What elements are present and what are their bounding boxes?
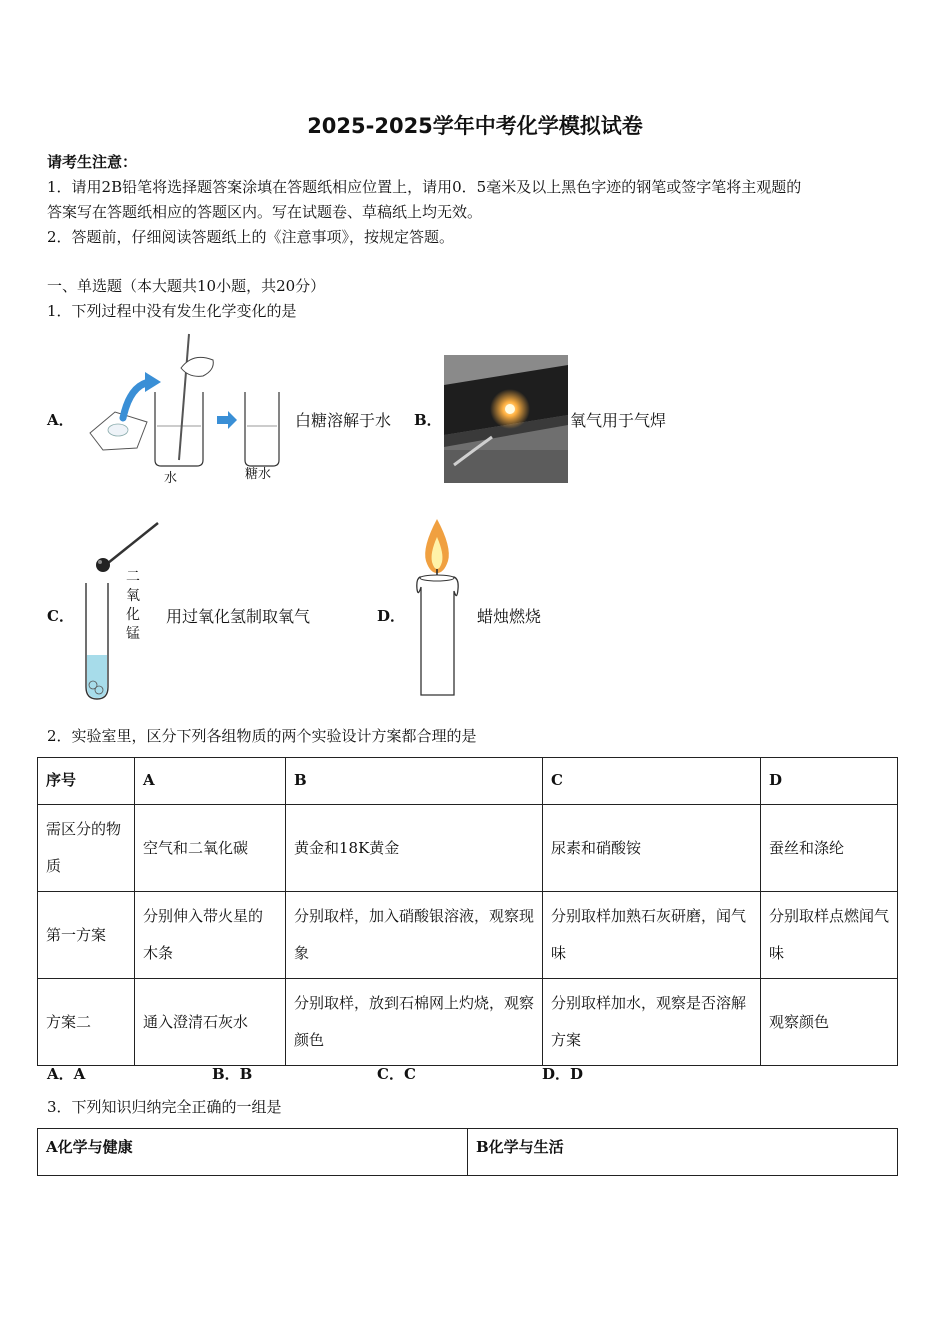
- water-label: 水: [164, 471, 178, 486]
- option-d-letter: D．: [377, 607, 406, 625]
- table-cell: 通入澄清石灰水: [135, 979, 286, 1066]
- table-cell: 分别取样加水，观察是否溶解方案: [543, 979, 761, 1066]
- label-char: 氧: [126, 588, 140, 604]
- table-cell: 需区分的物质: [38, 805, 135, 892]
- question-1-stem: 1．下列过程中没有发生化学变化的是: [47, 302, 297, 320]
- table-cell: 尿素和硝酸铵: [543, 805, 761, 892]
- question-2-stem: 2．实验室里，区分下列各组物质的两个实验设计方案都合理的是: [47, 727, 477, 745]
- option-d-text: 蜡烛燃烧: [477, 607, 542, 626]
- table-header-row: [38, 1129, 898, 1176]
- table-cell: 分别取样点燃闻气味: [761, 892, 898, 979]
- question-3-table: [37, 1128, 898, 1176]
- option-b-text: 氧气用于气焊: [570, 411, 667, 430]
- table-cell: 蚕丝和涤纶: [761, 805, 898, 892]
- table-cell: 分别取样，加入硝酸银溶液，观察现象: [286, 892, 543, 979]
- answer-b: B．B: [212, 1065, 253, 1083]
- label-char: 化: [126, 607, 140, 623]
- gas-welding-photo: [444, 355, 568, 483]
- label-char: 二: [126, 569, 140, 585]
- table-cell: 方案二: [38, 979, 135, 1066]
- answer-a: A．A: [47, 1065, 86, 1083]
- header-cell: 序号: [38, 758, 135, 805]
- table-row: [38, 979, 898, 1066]
- table-cell: 分别取样加熟石灰研磨，闻气味: [543, 892, 761, 979]
- option-c-text: 用过氧化氢制取氧气: [166, 607, 311, 626]
- header-cell: C: [543, 758, 761, 805]
- notice-line-1a: 1．请用2B铅笔将选择题答案涂填在答题纸相应位置上，请用0．5毫米及以上黑色字迹的钢笔或签字笔将主观题的: [47, 178, 802, 196]
- header-cell: A化学与健康: [38, 1129, 468, 1176]
- question-2-table: [37, 757, 898, 1066]
- option-b-letter: B．: [414, 411, 442, 429]
- table-cell: 第一方案: [38, 892, 135, 979]
- page-title: 2025-2025学年中考化学模拟试卷: [307, 114, 643, 138]
- notice-line-2: 2．答题前，仔细阅读答题纸上的《注意事项》，按规定答题。: [47, 228, 455, 246]
- header-cell: D: [761, 758, 898, 805]
- answer-d: D．D: [542, 1065, 584, 1083]
- table-header-row: [38, 758, 898, 805]
- test-tube-manganese-dioxide-illustration: [80, 515, 165, 705]
- table-row: [38, 805, 898, 892]
- notice-line-1b: 答案写在答题纸相应的答题区内。写在试题卷、草稿纸上均无效。: [47, 203, 483, 221]
- question-3-stem: 3．下列知识归纳完全正确的一组是: [47, 1098, 282, 1116]
- burning-candle-illustration: [410, 515, 470, 701]
- sugar-water-label: 糖水: [245, 467, 272, 482]
- option-a-letter: A．: [47, 411, 74, 429]
- table-cell: 黄金和18K黄金: [286, 805, 543, 892]
- manganese-dioxide-label: [126, 568, 142, 644]
- table-cell: 观察颜色: [761, 979, 898, 1066]
- header-cell: A: [135, 758, 286, 805]
- option-c-letter: C．: [47, 607, 74, 625]
- table-cell: 分别取样，放到石棉网上灼烧，观察颜色: [286, 979, 543, 1066]
- header-cell: B化学与生活: [468, 1129, 898, 1176]
- table-cell: 分别伸入带火星的木条: [135, 892, 286, 979]
- answer-c: C．C: [377, 1065, 416, 1083]
- table-cell: 空气和二氧化碳: [135, 805, 286, 892]
- table-row: [38, 892, 898, 979]
- section-heading: 一、单选题（本大题共10小题，共20分）: [47, 277, 326, 295]
- header-cell: B: [286, 758, 543, 805]
- label-char: 锰: [126, 626, 140, 642]
- option-a-text: 白糖溶解于水: [295, 411, 392, 430]
- notice-heading: 请考生注意：: [47, 153, 138, 171]
